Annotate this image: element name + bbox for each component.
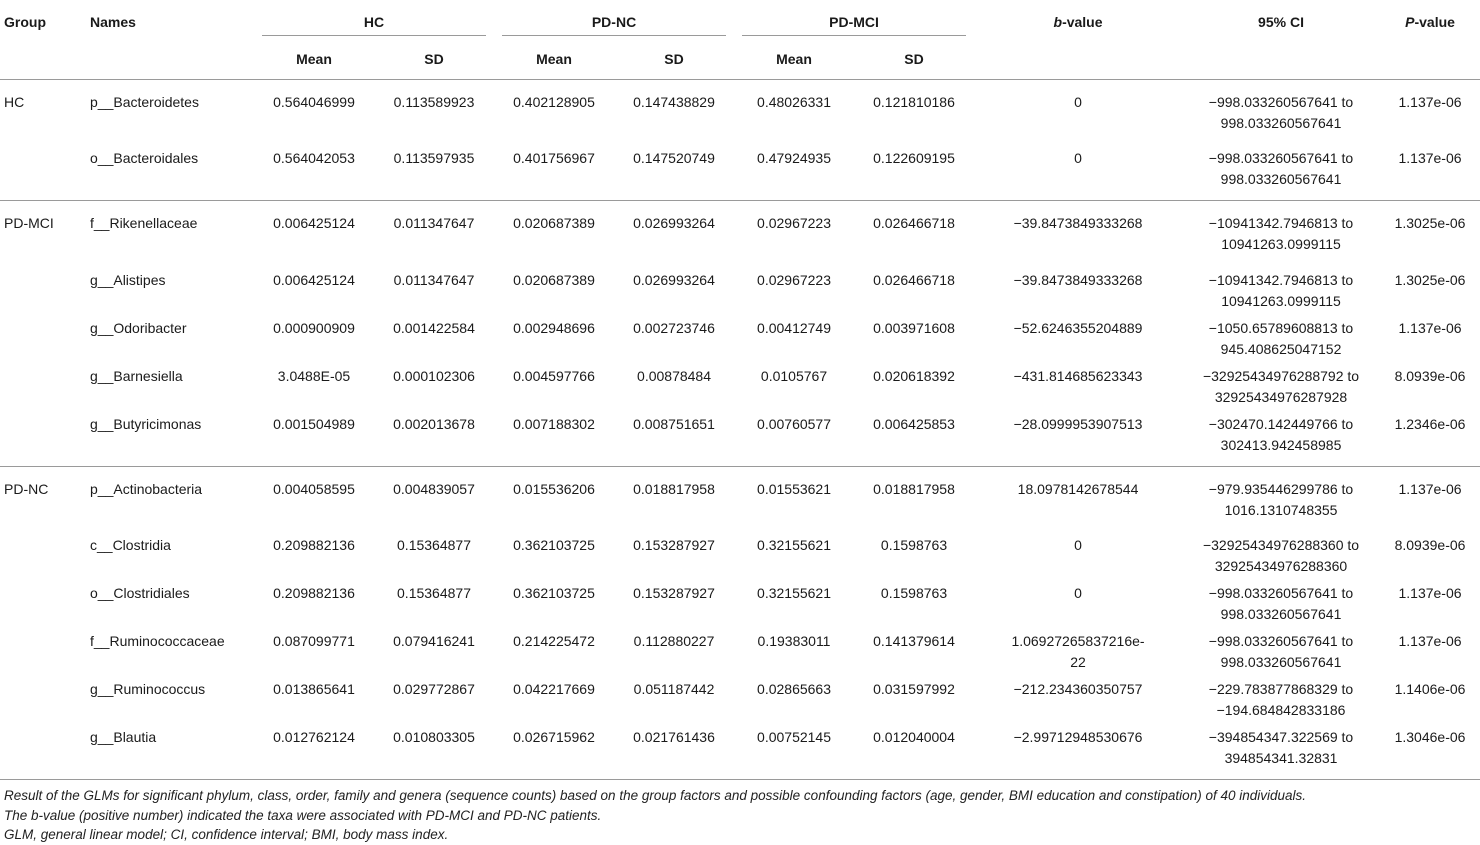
cell-mci-mean: 0.00752145: [757, 729, 831, 745]
cell-nc-mean: 0.020687389: [513, 215, 595, 231]
cell-hc-sd: 0.002013678: [393, 415, 475, 432]
cell-nc-mean: 0.362103725: [513, 585, 595, 601]
table-row: [0, 676, 1480, 724]
cell-mci-mean: 0.0105767: [760, 367, 828, 384]
cell-mci-mean: 0.48026331: [757, 93, 831, 110]
table-row: [0, 411, 1480, 467]
ci-line-2: −194.684842833186: [1216, 702, 1346, 718]
cell-taxon-name: c__Clostridia: [90, 537, 171, 553]
cell-p-value: 1.137e-06: [1398, 585, 1462, 601]
cell-p-value: 8.0939e-06: [1394, 537, 1466, 553]
footnote-3: GLM, general linear model; CI, confidence interval; BMI, body mass index.: [4, 827, 449, 842]
ci-line-1: −10941342.7946813 to: [1208, 271, 1354, 288]
cell-95-ci: [1182, 145, 1380, 201]
cell-hc-mean: 0.209882136: [273, 537, 355, 553]
cell-95-ci: [1182, 466, 1380, 532]
ci-line-2: 945.408625047152: [1220, 340, 1342, 357]
cell-p-value: 1.137e-06: [1398, 480, 1462, 497]
ci-line-2: 394854341.32831: [1224, 750, 1338, 766]
cell-mci-sd: 0.006425853: [873, 415, 955, 432]
cell-p-value: 1.1406e-06: [1394, 681, 1466, 697]
cell-hc-mean: 0.006425124: [273, 215, 355, 231]
b-value-line-1: 1.06927265837216e-: [1011, 633, 1145, 649]
ci-line-2: 1016.1310748355: [1224, 501, 1338, 518]
cell-95-ci: [1182, 79, 1380, 145]
cell-taxon-name: g__Barnesiella: [90, 367, 183, 384]
ci-line-1: −302470.142449766 to: [1208, 415, 1354, 432]
cell-95-ci: [1182, 411, 1380, 467]
cell-taxon-name: o__Bacteroidales: [90, 150, 199, 166]
cell-b-value: [974, 79, 1182, 145]
cell-mci-mean: 0.00760577: [757, 415, 831, 432]
cell-mci-sd: 0.122609195: [873, 150, 955, 166]
cell-mci-sd: 0.003971608: [873, 319, 955, 336]
cell-nc-sd: 0.026993264: [633, 271, 715, 288]
cell-mci-sd: 0.1598763: [880, 537, 948, 553]
header-pd-mci: PD-MCI: [734, 0, 974, 37]
cell-nc-mean: 0.402128905: [513, 93, 595, 110]
b-value-line-1: −212.234360350757: [1013, 681, 1143, 697]
cell-nc-sd: 0.153287927: [633, 537, 715, 553]
cell-nc-sd: 0.008751651: [633, 415, 715, 432]
cell-hc-sd: 0.079416241: [393, 633, 475, 649]
header-p-value: P-value: [1405, 14, 1455, 30]
cell-nc-sd: 0.026993264: [633, 215, 715, 231]
header-hc-sd: SD: [424, 51, 444, 67]
cell-hc-mean: 0.006425124: [273, 271, 355, 288]
cell-hc-sd: 0.113597935: [393, 150, 475, 166]
cell-nc-sd: 0.018817958: [633, 480, 715, 497]
cell-95-ci: [1182, 676, 1380, 724]
cell-hc-mean: 0.004058595: [273, 480, 355, 497]
header-names: Names: [90, 14, 136, 30]
cell-p-value: 1.137e-06: [1398, 633, 1462, 649]
footnote-1: Result of the GLMs for significant phylum, class, order, family and genera (sequence counts) based on the group factors and possible confounding factors (age, gender, BMI education and constipation) of 40 individuals.: [4, 788, 1307, 803]
ci-line-2: 998.033260567641: [1220, 171, 1342, 187]
cell-mci-sd: 0.026466718: [873, 271, 955, 288]
cell-nc-mean: 0.002948696: [513, 319, 595, 336]
group-block: [0, 466, 1480, 780]
cell-hc-sd: 0.011347647: [393, 215, 475, 231]
table-row: [0, 466, 1480, 532]
table-row: [0, 363, 1480, 411]
cell-p-value: 1.3025e-06: [1394, 271, 1466, 288]
table-row: [0, 532, 1480, 580]
cell-95-ci: [1182, 363, 1380, 411]
cell-nc-mean: 0.026715962: [513, 729, 595, 745]
header-hc-mean: Mean: [296, 51, 332, 67]
cell-group: [0, 363, 88, 411]
ci-line-1: −998.033260567641 to: [1208, 585, 1354, 601]
cell-b-value: [974, 532, 1182, 580]
header-95-ci: 95% CI: [1258, 14, 1304, 30]
cell-mci-mean: 0.01553621: [757, 480, 831, 497]
cell-hc-sd: 0.001422584: [393, 319, 475, 336]
cell-taxon-name: g__Ruminococcus: [90, 681, 206, 697]
cell-taxon-name: p__Bacteroidetes: [90, 93, 199, 110]
header-b-value: b-value: [1053, 14, 1103, 30]
cell-nc-mean: 0.362103725: [513, 537, 595, 553]
header-group: Group: [4, 14, 46, 30]
cell-nc-mean: 0.214225472: [513, 633, 595, 649]
ci-line-1: −229.783877868329 to: [1208, 681, 1354, 697]
cell-mci-sd: 0.031597992: [873, 681, 955, 697]
b-value-line-1: −431.814685623343: [1013, 367, 1143, 384]
cell-mci-sd: 0.020618392: [873, 367, 955, 384]
b-value-line-2: 22: [1070, 654, 1086, 670]
cell-b-value: [974, 628, 1182, 676]
b-value-line-1: 0: [1074, 537, 1082, 553]
cell-p-value: 1.137e-06: [1398, 319, 1462, 336]
ci-line-2: 998.033260567641: [1220, 114, 1342, 131]
cell-95-ci: [1182, 315, 1380, 363]
cell-taxon-name: o__Clostridiales: [90, 585, 190, 601]
cell-mci-sd: 0.141379614: [873, 633, 955, 649]
cell-hc-sd: 0.113589923: [393, 93, 475, 110]
cell-nc-mean: 0.020687389: [513, 271, 595, 288]
cell-95-ci: [1182, 532, 1380, 580]
cell-mci-sd: 0.018817958: [873, 480, 955, 497]
cell-b-value: [974, 466, 1182, 532]
b-value-line-1: −39.8473849333268: [1013, 271, 1143, 288]
cell-nc-mean: 0.015536206: [513, 480, 595, 497]
cell-b-value: [974, 315, 1182, 363]
cell-95-ci: [1182, 580, 1380, 628]
cell-hc-sd: 0.011347647: [393, 271, 475, 288]
cell-p-value: 1.3046e-06: [1394, 729, 1466, 745]
cell-group: PD-MCI: [4, 215, 54, 231]
cell-hc-mean: 0.564042053: [273, 150, 355, 166]
cell-mci-mean: 0.02967223: [757, 271, 831, 288]
cell-nc-sd: 0.051187442: [633, 681, 715, 697]
cell-taxon-name: g__Blautia: [90, 729, 157, 745]
cell-b-value: [974, 363, 1182, 411]
cell-p-value: 1.137e-06: [1398, 93, 1462, 110]
cell-b-value: [974, 724, 1182, 780]
header-pd-nc: PD-NC: [494, 0, 734, 37]
table-row: [0, 79, 1480, 145]
table-row: [0, 580, 1480, 628]
table-row: [0, 724, 1480, 780]
cell-nc-mean: 0.401756967: [513, 150, 595, 166]
cell-group: [0, 580, 88, 628]
cell-group: [0, 724, 88, 780]
table-row: [0, 315, 1480, 363]
cell-taxon-name: f__Rikenellaceae: [90, 215, 198, 231]
ci-line-1: −998.033260567641 to: [1208, 93, 1354, 110]
cell-nc-mean: 0.042217669: [513, 681, 595, 697]
cell-95-ci: [1182, 201, 1380, 267]
cell-hc-mean: 0.000900909: [273, 319, 355, 336]
cell-group: [0, 628, 88, 676]
cell-mci-mean: 0.02865663: [757, 681, 831, 697]
table-row: [0, 201, 1480, 267]
cell-b-value: [974, 580, 1182, 628]
cell-taxon-name: f__Ruminococcaceae: [90, 633, 225, 649]
header-hc: HC: [254, 0, 494, 37]
cell-nc-sd: 0.021761436: [633, 729, 715, 745]
b-value-line-1: −39.8473849333268: [1013, 215, 1143, 231]
ci-line-1: −32925434976288792 to: [1202, 367, 1360, 384]
table-row: [0, 145, 1480, 201]
cell-nc-sd: 0.153287927: [633, 585, 715, 601]
cell-b-value: [974, 201, 1182, 267]
cell-group: [0, 532, 88, 580]
cell-95-ci: [1182, 724, 1380, 780]
cell-hc-mean: 3.0488E-05: [277, 367, 351, 384]
ci-line-1: −1050.65789608813 to: [1208, 319, 1354, 336]
cell-group: [0, 315, 88, 363]
cell-nc-mean: 0.007188302: [513, 415, 595, 432]
cell-hc-mean: 0.012762124: [273, 729, 355, 745]
cell-hc-mean: 0.209882136: [273, 585, 355, 601]
cell-hc-mean: 0.564046999: [273, 93, 355, 110]
header-mci-sd: SD: [904, 51, 924, 67]
cell-mci-mean: 0.19383011: [757, 633, 831, 649]
cell-b-value: [974, 411, 1182, 467]
cell-taxon-name: p__Actinobacteria: [90, 480, 203, 497]
cell-95-ci: [1182, 267, 1380, 315]
header-nc-sd: SD: [664, 51, 684, 67]
cell-nc-sd: 0.00878484: [637, 367, 711, 384]
cell-mci-sd: 0.026466718: [873, 215, 955, 231]
cell-nc-sd: 0.002723746: [633, 319, 715, 336]
table-row: [0, 267, 1480, 315]
cell-group: [0, 267, 88, 315]
cell-b-value: [974, 676, 1182, 724]
cell-hc-sd: 0.004839057: [393, 480, 475, 497]
cell-taxon-name: g__Butyricimonas: [90, 415, 202, 432]
ci-line-1: −998.033260567641 to: [1208, 633, 1354, 649]
cell-p-value: 8.0939e-06: [1394, 367, 1466, 384]
header-nc-mean: Mean: [536, 51, 572, 67]
cell-hc-sd: 0.029772867: [393, 681, 475, 697]
cell-nc-sd: 0.147438829: [633, 93, 715, 110]
cell-group: [0, 411, 88, 467]
b-value-line-1: 0: [1074, 93, 1082, 110]
b-value-line-1: −28.0999953907513: [1013, 415, 1143, 432]
ci-line-2: 998.033260567641: [1220, 654, 1342, 670]
cell-p-value: 1.2346e-06: [1394, 415, 1466, 432]
ci-line-2: 302413.942458985: [1220, 436, 1342, 453]
b-value-line-1: 18.0978142678544: [1017, 480, 1139, 497]
cell-hc-sd: 0.000102306: [393, 367, 475, 384]
b-value-line-1: 0: [1074, 585, 1082, 601]
cell-b-value: [974, 145, 1182, 201]
cell-b-value: [974, 267, 1182, 315]
header-mci-mean: Mean: [776, 51, 812, 67]
group-block: [0, 79, 1480, 201]
ci-line-1: −979.935446299786 to: [1208, 480, 1354, 497]
cell-mci-sd: 0.121810186: [873, 93, 955, 110]
cell-nc-sd: 0.112880227: [633, 633, 715, 649]
table-row: [0, 628, 1480, 676]
cell-mci-mean: 0.00412749: [757, 319, 831, 336]
cell-mci-mean: 0.02967223: [757, 215, 831, 231]
cell-taxon-name: g__Alistipes: [90, 271, 166, 288]
cell-hc-mean: 0.001504989: [273, 415, 355, 432]
cell-p-value: 1.3025e-06: [1394, 215, 1466, 231]
b-value-line-1: 0: [1074, 150, 1082, 166]
cell-mci-mean: 0.32155621: [757, 585, 831, 601]
cell-95-ci: [1182, 628, 1380, 676]
cell-hc-sd: 0.15364877: [397, 585, 471, 601]
cell-hc-mean: 0.087099771: [273, 633, 355, 649]
cell-group: [0, 676, 88, 724]
cell-p-value: 1.137e-06: [1398, 150, 1462, 166]
ci-line-2: 998.033260567641: [1220, 606, 1342, 622]
cell-mci-mean: 0.47924935: [757, 150, 831, 166]
cell-taxon-name: g__Odoribacter: [90, 319, 187, 336]
ci-line-2: 10941263.0999115: [1221, 236, 1341, 252]
ci-line-2: 32925434976288360: [1214, 558, 1348, 574]
table-footnotes: [0, 780, 1458, 845]
cell-mci-sd: 0.012040004: [873, 729, 955, 745]
cell-group: [0, 145, 88, 201]
ci-line-1: −32925434976288360 to: [1202, 537, 1360, 553]
table-header: [0, 0, 1480, 79]
cell-nc-sd: 0.147520749: [633, 150, 715, 166]
cell-nc-mean: 0.004597766: [513, 367, 595, 384]
ci-line-1: −10941342.7946813 to: [1208, 215, 1354, 231]
cell-group: PD-NC: [4, 480, 49, 497]
cell-hc-mean: 0.013865641: [273, 681, 355, 697]
group-block: [0, 201, 1480, 467]
footnote-2: The b-value (positive number) indicated the taxa were associated with PD-MCI and PD-NC patients.: [4, 807, 602, 823]
ci-line-2: 10941263.0999115: [1221, 292, 1341, 309]
b-value-line-1: −52.6246355204889: [1013, 319, 1143, 336]
ci-line-1: −394854347.322569 to: [1208, 729, 1354, 745]
cell-hc-sd: 0.15364877: [397, 537, 471, 553]
cell-group: HC: [4, 93, 25, 110]
ci-line-2: 32925434976287928: [1214, 388, 1348, 405]
b-value-line-1: −2.99712948530676: [1013, 729, 1143, 745]
cell-mci-sd: 0.1598763: [880, 585, 948, 601]
ci-line-1: −998.033260567641 to: [1208, 150, 1354, 166]
cell-hc-sd: 0.010803305: [393, 729, 475, 745]
cell-mci-mean: 0.32155621: [757, 537, 831, 553]
